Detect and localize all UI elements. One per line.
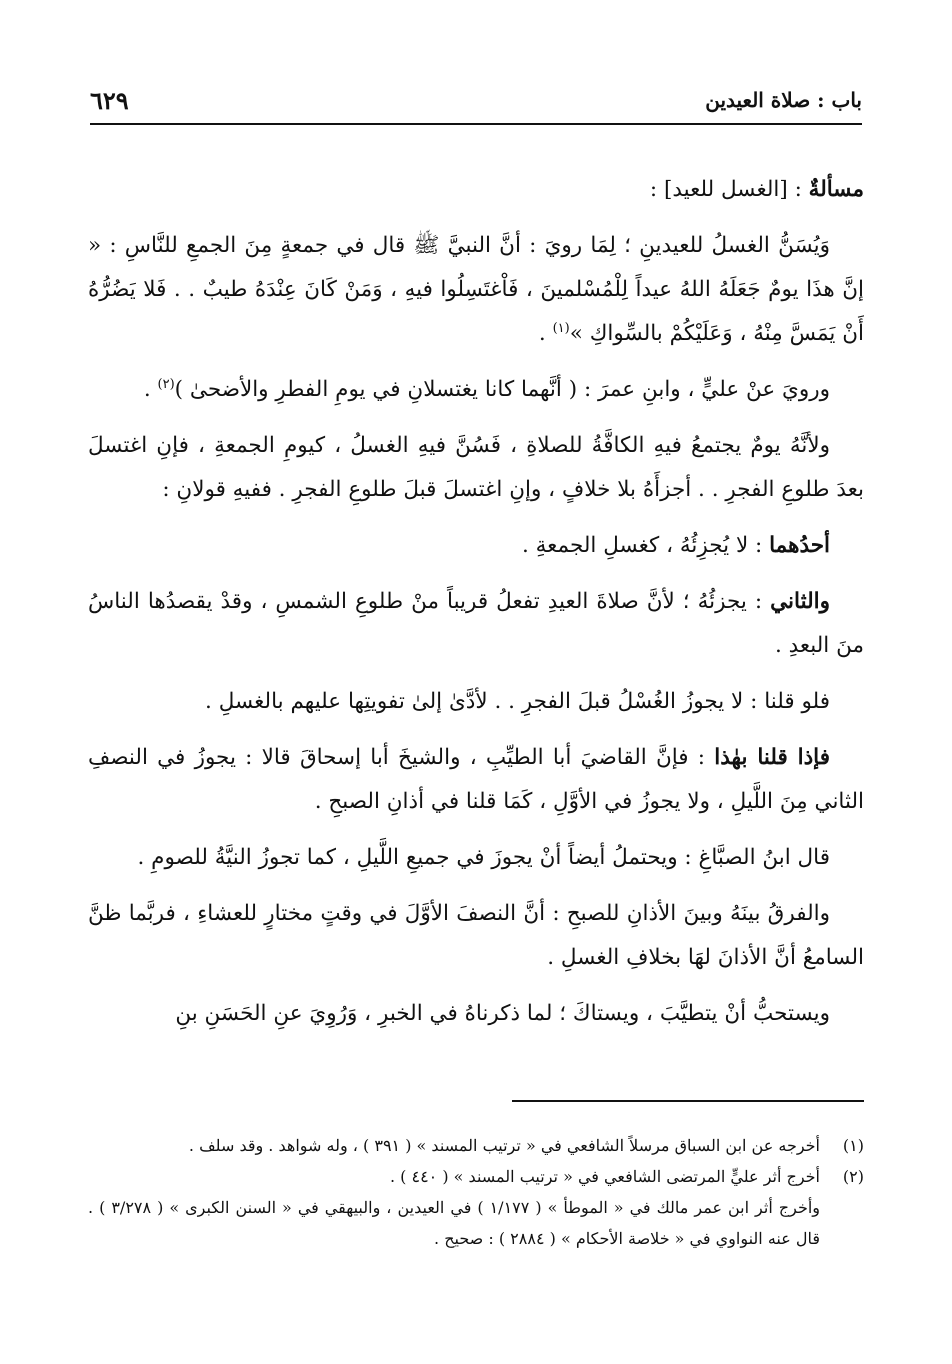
page-number: ٦٢٩ — [90, 85, 129, 115]
page-header — [90, 82, 862, 118]
footnote-ref: (٢) — [157, 376, 175, 392]
paragraph — [88, 524, 864, 568]
paragraph-text: : يجزئُهُ ؛ لأنَّ صلاةَ العيدِ تفعلُ قريباً منْ طلوعِ الشمسِ ، وقدْ يقصدُها الناسُ منَ البعدِ . — [88, 589, 864, 658]
paragraph — [88, 580, 864, 668]
footnote-text: أخرجه عن ابن السباق مرسلاً الشافعي في « ترتيب المسند » ( ٣٩١ ) ، وله شواهد . وقد سلف . — [188, 1136, 820, 1155]
footnote-text: وأخرج أثر ابن عمر مالك في « الموطأ » ( ١/١٧٧ ) في العيدين ، والبيهقي في « السنن الكبرى » ( ٣/٢٧٨ ) . قال عنه النواوي في « خلاصة الأحكام » ( ٢٨٨٤ ) : صحيح . — [88, 1198, 821, 1248]
first-opinion-label: أحدُهما — [769, 533, 830, 558]
paragraph-text: : فإنَّ القاضيَ أبا الطيِّبِ ، والشيخَ أبا إسحاقَ قالا : يجوزُ في النصفِ الثاني مِنَ اللَّيلِ ، ولا يجوزُ في الأوَّلِ ، كَمَا قلنا في أذانِ الصبحِ . — [88, 745, 864, 814]
footnote-number: (٢) — [842, 1167, 864, 1186]
footnote-number: (١) — [842, 1136, 864, 1155]
paragraph-end: . — [538, 321, 553, 346]
footnotes — [88, 1130, 864, 1324]
paragraph-text: : لا يُجزِئُهُ ، كغسلِ الجمعةِ . — [521, 533, 770, 558]
chapter-title: باب : صلاة العيدين — [705, 88, 862, 112]
paragraph: ويستحبُّ أنْ يتطيَّبَ ، ويستاكَ ؛ لما ذكرناهُ في الخبرِ ، وَرُوِيَ عنِ الحَسَنِ بنِ — [175, 1001, 830, 1026]
header-divider — [90, 123, 862, 125]
paragraph — [88, 736, 864, 824]
footnote-1 — [88, 1130, 864, 1161]
paragraph: ولأنَّهُ يومٌ يجتمعُ فيهِ الكافَّةُ للصلاةِ ، فَسُنَّ فيهِ الغسلُ ، كيومِ الجمعةِ ، فإنِ اغتسلَ بعدَ طلوعِ الفجرِ . . أجزأَهُ بلا خلافٍ ، وإنِ اغتسلَ قبلَ طلوعِ الفجرِ . ففيهِ قولانِ : — [88, 433, 864, 502]
issue-label: مسألةٌ — [808, 177, 864, 202]
footnote-divider — [512, 1100, 864, 1102]
paragraph-text: وَيُسَنُّ الغسلُ للعيدينِ ؛ لِمَا رويَ : أنَّ النبيَّ ﷺ قال في جمعةٍ مِنَ الجمعِ للنَّاسِ : « إنَّ هذَا يومٌ جَعَلَهُ اللهُ عيداً لِلْمُسْلمينَ ، فَاْغتَسِلُوا فيهِ ، وَمَنْ كَانَ عِنْدَهُ طيبٌ . . فَلا يَضُرُّهُ أَنْ يَمَسَّ مِنْهُ ، وَعَلَيْكُمْ بالسِّواكِ » — [88, 233, 864, 346]
footnote-2-continuation — [88, 1192, 864, 1254]
paragraph: قال ابنُ الصبَّاغِ : ويحتملُ أيضاً أنْ يجوزَ في جميعِ اللَّيلِ ، كما تجوزُ النيَّةُ للصومِ . — [137, 845, 830, 870]
footnote-text: أخرج أثر عليٍّ المرتضى الشافعي في « ترتيب المسند » ( ٤٤٠ ) . — [389, 1167, 820, 1186]
issue-title: : [الغسل للعيد] : — [649, 177, 809, 202]
main-text — [88, 168, 864, 1034]
second-opinion-label: والثاني — [770, 589, 830, 614]
paragraph-text: ورويَ عنْ عليٍّ ، وابنِ عمرَ : ( أنَّهما كانا يغتسلانِ في يومِ الفطرِ والأضحىٰ ) — [174, 377, 830, 402]
footnote-ref: (١) — [552, 320, 570, 336]
condition-label: فإذا قلنا بهٰذا — [714, 745, 831, 770]
paragraph: فلو قلنا : لا يجوزُ الغُسْلُ قبلَ الفجرِ . . لأدَّىٰ إلىٰ تفويتِها عليهم بالغسلِ . — [205, 689, 830, 714]
paragraph-end: . — [143, 377, 158, 402]
paragraph — [88, 368, 864, 412]
paragraph: والفرقُ بينَهُ وبينَ الأذانِ للصبحِ : أنَّ النصفَ الأوَّلَ في وقتٍ مختارٍ للعشاءِ ، فربَّما ظنَّ السامعُ أنَّ الأذانَ لهَا بخلافِ الغسلِ . — [88, 901, 864, 970]
paragraph — [88, 224, 864, 356]
footnote-2 — [88, 1161, 864, 1192]
paragraph-issue-heading — [88, 168, 864, 212]
